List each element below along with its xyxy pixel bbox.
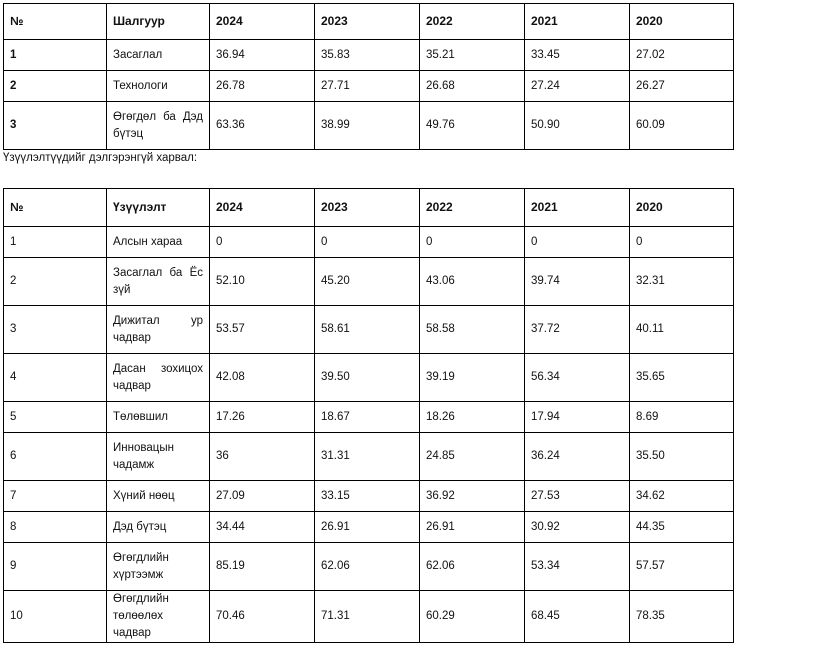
header-year-2021: 2021 [525, 4, 630, 40]
value-cell: 78.35 [630, 591, 734, 643]
value-cell: 53.34 [525, 543, 630, 591]
value-cell: 71.31 [315, 591, 420, 643]
value-cell: 27.53 [525, 481, 630, 512]
row-label: Алсын хараа [107, 227, 210, 258]
table-row [4, 258, 734, 306]
value-cell: 68.45 [525, 591, 630, 643]
header-year-2024: 2024 [210, 4, 315, 40]
row-label: Өгөгдлийн хүртээмж [107, 543, 210, 591]
value-cell: 18.67 [315, 402, 420, 433]
table-row [4, 40, 734, 71]
value-cell: 24.85 [420, 433, 525, 481]
value-cell: 40.11 [630, 306, 734, 354]
row-label: Инновацын чадамж [107, 433, 210, 481]
value-cell: 34.44 [210, 512, 315, 543]
header-year-2023: 2023 [315, 189, 420, 227]
value-cell: 60.09 [630, 102, 734, 150]
value-cell: 0 [420, 227, 525, 258]
value-cell: 31.31 [315, 433, 420, 481]
table-row [4, 591, 734, 643]
value-cell: 58.58 [420, 306, 525, 354]
value-cell: 37.72 [525, 306, 630, 354]
row-number: 5 [4, 402, 107, 433]
row-label: Засаглал [107, 40, 210, 71]
row-number: 10 [4, 591, 107, 643]
header-criterion: Шалгуур [107, 4, 210, 40]
value-cell: 0 [630, 227, 734, 258]
table-row [4, 402, 734, 433]
value-cell: 39.74 [525, 258, 630, 306]
value-cell: 53.57 [210, 306, 315, 354]
row-label: Хүний нөөц [107, 481, 210, 512]
value-cell: 33.45 [525, 40, 630, 71]
value-cell: 38.99 [315, 102, 420, 150]
criteria-table [3, 3, 734, 150]
row-label: Засаглал ба Ёс зүй [107, 258, 210, 306]
value-cell: 33.15 [315, 481, 420, 512]
value-cell: 44.35 [630, 512, 734, 543]
value-cell: 85.19 [210, 543, 315, 591]
row-label: Дасан зохицох чадвар [107, 354, 210, 402]
row-number: 9 [4, 543, 107, 591]
value-cell: 42.08 [210, 354, 315, 402]
header-year-2022: 2022 [420, 189, 525, 227]
value-cell: 62.06 [315, 543, 420, 591]
value-cell: 26.68 [420, 71, 525, 102]
header-year-2024: 2024 [210, 189, 315, 227]
value-cell: 60.29 [420, 591, 525, 643]
table-row [4, 306, 734, 354]
value-cell: 27.71 [315, 71, 420, 102]
value-cell: 26.78 [210, 71, 315, 102]
table-row [4, 433, 734, 481]
header-number: № [4, 4, 107, 40]
header-indicator: Үзүүлэлт [107, 189, 210, 227]
value-cell: 0 [210, 227, 315, 258]
row-number: 8 [4, 512, 107, 543]
value-cell: 63.36 [210, 102, 315, 150]
value-cell: 57.57 [630, 543, 734, 591]
table-header-row [4, 189, 734, 227]
row-number: 2 [4, 258, 107, 306]
table-row [4, 481, 734, 512]
header-year-2020: 2020 [630, 189, 734, 227]
header-year-2020: 2020 [630, 4, 734, 40]
value-cell: 36.24 [525, 433, 630, 481]
value-cell: 50.90 [525, 102, 630, 150]
value-cell: 58.61 [315, 306, 420, 354]
value-cell: 35.21 [420, 40, 525, 71]
row-number: 2 [4, 71, 107, 102]
value-cell: 34.62 [630, 481, 734, 512]
header-year-2021: 2021 [525, 189, 630, 227]
table-row [4, 354, 734, 402]
value-cell: 49.76 [420, 102, 525, 150]
value-cell: 39.50 [315, 354, 420, 402]
table-header-row [4, 4, 734, 40]
value-cell: 18.26 [420, 402, 525, 433]
row-label: Өгөгдлийн төлөөлөх чадвар [107, 591, 210, 643]
row-number: 3 [4, 102, 107, 150]
value-cell: 43.06 [420, 258, 525, 306]
value-cell: 0 [525, 227, 630, 258]
row-number: 4 [4, 354, 107, 402]
row-number: 1 [4, 40, 107, 71]
header-year-2023: 2023 [315, 4, 420, 40]
table-row [4, 71, 734, 102]
value-cell: 56.34 [525, 354, 630, 402]
value-cell: 52.10 [210, 258, 315, 306]
value-cell: 17.94 [525, 402, 630, 433]
row-label: Өгөгдөл ба Дэд бүтэц [107, 102, 210, 150]
row-number: 7 [4, 481, 107, 512]
value-cell: 36 [210, 433, 315, 481]
row-label: Дэд бүтэц [107, 512, 210, 543]
row-number: 6 [4, 433, 107, 481]
value-cell: 30.92 [525, 512, 630, 543]
indicators-table [3, 188, 734, 643]
row-label: Дижитал ур чадвар [107, 306, 210, 354]
value-cell: 36.94 [210, 40, 315, 71]
table-row [4, 227, 734, 258]
table-row [4, 102, 734, 150]
value-cell: 70.46 [210, 591, 315, 643]
value-cell: 27.09 [210, 481, 315, 512]
value-cell: 45.20 [315, 258, 420, 306]
value-cell: 39.19 [420, 354, 525, 402]
value-cell: 0 [315, 227, 420, 258]
table-row [4, 543, 734, 591]
header-number: № [4, 189, 107, 227]
value-cell: 26.27 [630, 71, 734, 102]
table-row [4, 512, 734, 543]
row-label: Технологи [107, 71, 210, 102]
value-cell: 26.91 [420, 512, 525, 543]
value-cell: 8.69 [630, 402, 734, 433]
detail-note: Үзүүлэлтүүдийг дэлгэрэнгүй харвал: [3, 152, 198, 164]
value-cell: 35.65 [630, 354, 734, 402]
row-number: 1 [4, 227, 107, 258]
value-cell: 27.02 [630, 40, 734, 71]
value-cell: 36.92 [420, 481, 525, 512]
value-cell: 35.83 [315, 40, 420, 71]
value-cell: 26.91 [315, 512, 420, 543]
value-cell: 27.24 [525, 71, 630, 102]
row-number: 3 [4, 306, 107, 354]
value-cell: 17.26 [210, 402, 315, 433]
value-cell: 35.50 [630, 433, 734, 481]
row-label: Төлөвшил [107, 402, 210, 433]
value-cell: 32.31 [630, 258, 734, 306]
header-year-2022: 2022 [420, 4, 525, 40]
value-cell: 62.06 [420, 543, 525, 591]
